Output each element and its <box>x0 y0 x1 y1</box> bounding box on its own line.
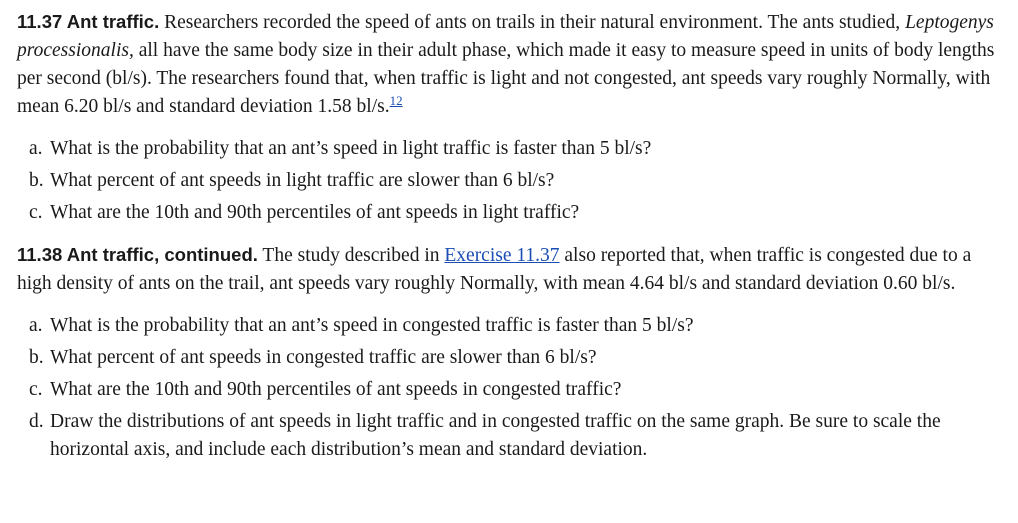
part-text: What is the probability that an ant’s speed in congested traffic is faster than 5 bl/s? <box>50 315 694 336</box>
part-label: a. <box>29 315 43 336</box>
exercise-11-37-text-1: Researchers recorded the speed of ants on trails in their natural environment. The ants studied, <box>159 12 906 33</box>
part-label: c. <box>29 379 43 400</box>
exercise-11-38-text-2: also reported that, when traffic is congested due to a high density of ants on the trail, ant speeds vary roughly Normally, with mean 4.64 bl/s and standard deviation 0.60 bl/s. <box>17 245 972 294</box>
part-text: What are the 10th and 90th percentiles of ant speeds in congested traffic? <box>50 379 622 400</box>
part-label: d. <box>29 411 44 432</box>
part-text: Draw the distributions of ant speeds in light traffic and in congested traffic on the same graph. Be sure to scale the horizontal axis, and include each distribution’s mean and standard deviation. <box>50 411 941 460</box>
exercise-11-37-text-2: all have the same body size in their adult phase, which made it easy to measure speed in units of body lengths per second (bl/s). The researchers found that, when traffic is light and not congested, ant speeds vary roughly Normally, with mean 6.20 bl/s and standard deviation 1.58 bl/s. <box>17 40 995 117</box>
part-label: b. <box>29 170 44 191</box>
exercise-11-38-part-d <box>17 408 1009 464</box>
part-text: What percent of ant speeds in light traffic are slower than 6 bl/s? <box>50 170 555 191</box>
exercise-11-37-parts <box>17 135 1009 227</box>
exercise-11-38-part-a <box>17 312 1009 340</box>
exercise-11-37-link[interactable]: Exercise 11.37 <box>444 245 560 266</box>
exercise-11-38-parts <box>17 312 1009 464</box>
part-label: c. <box>29 202 43 223</box>
exercise-11-38 <box>17 241 1009 464</box>
exercise-11-38-title: 11.38 Ant traffic, continued. <box>17 244 258 265</box>
part-text: What is the probability that an ant’s speed in light traffic is faster than 5 bl/s? <box>50 138 652 159</box>
exercise-11-38-part-c <box>17 376 1009 404</box>
exercise-page <box>17 8 1009 468</box>
exercise-11-38-text-1: The study described in <box>257 245 445 266</box>
part-text: What are the 10th and 90th percentiles of ant speeds in light traffic? <box>50 202 580 223</box>
exercise-11-37 <box>17 8 1009 227</box>
exercise-11-37-statement <box>17 8 1009 121</box>
exercise-11-37-title: 11.37 Ant traffic. <box>17 11 160 32</box>
part-label: b. <box>29 347 44 368</box>
part-label: a. <box>29 138 43 159</box>
species-name: Leptogenys processionalis, <box>17 12 994 61</box>
part-text: What percent of ant speeds in congested traffic are slower than 6 bl/s? <box>50 347 597 368</box>
exercise-11-38-part-b <box>17 344 1009 372</box>
footnote-link[interactable]: 12 <box>389 93 403 108</box>
exercise-11-37-part-c <box>17 199 1009 227</box>
exercise-11-37-part-b <box>17 167 1009 195</box>
exercise-11-37-part-a <box>17 135 1009 163</box>
exercise-11-38-statement <box>17 241 1009 298</box>
